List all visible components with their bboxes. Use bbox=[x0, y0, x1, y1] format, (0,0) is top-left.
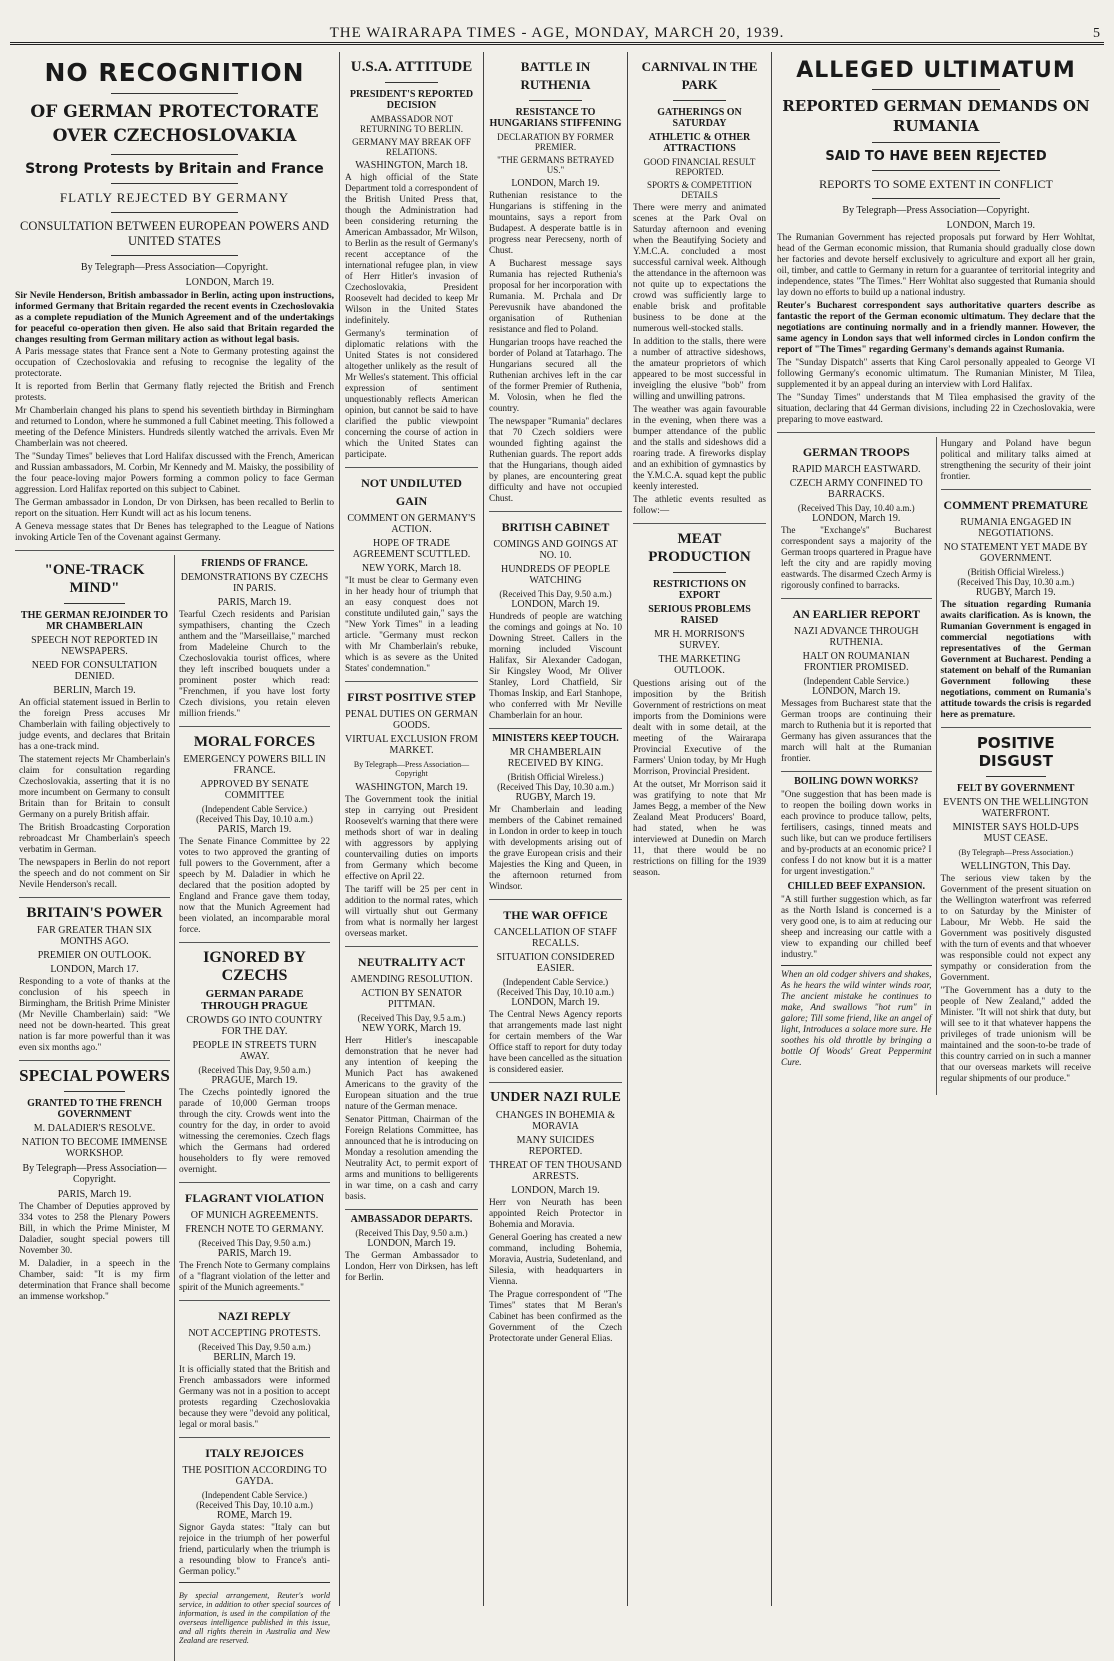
paragraph: The German ambassador in London, Dr von Dirksen, has been recalled to Berlin to report on the situation. Herr Kundt will act as his locum tenens. bbox=[15, 498, 334, 519]
story-ministers-keep-touch bbox=[489, 733, 622, 900]
story-ignored-by-czechs bbox=[179, 949, 330, 1183]
paragraph: M. Daladier, in a speech in the Chamber, said: "It is my firm determination that France shall become an immense workshop." bbox=[19, 1259, 170, 1302]
subcolumn-2 bbox=[175, 555, 334, 1661]
paragraph: Hungary and Poland have begun political and military talks aimed at strengthening the security of their joint frontier. bbox=[940, 439, 1091, 482]
right-subcolumns bbox=[777, 437, 1095, 1095]
source: (Independent Cable Service.) bbox=[201, 1490, 308, 1500]
paragraph: Herr von Neurath has been appointed Reich Protector in Bohemia and Moravia. bbox=[489, 1198, 622, 1230]
story-not-undiluted-gain bbox=[345, 474, 478, 682]
dateline: NEW YORK, March 18. bbox=[361, 563, 462, 574]
received: (Received This Day, 10.10 a.m.) bbox=[497, 987, 614, 997]
deck: COMINGS AND GOINGS AT NO. 10. bbox=[493, 539, 618, 561]
headline-ministers-keep-touch: MINISTERS KEEP TOUCH. bbox=[492, 733, 619, 744]
story-under-nazi-rule bbox=[489, 1089, 622, 1351]
deck: CZECH ARMY CONFINED TO BARRACKS. bbox=[789, 478, 923, 500]
paragraph: The Prague correspondent of "The Times" states that M Beran's Cabinet has been confirmed as the Government of the Czech Protectorate under General Elias. bbox=[489, 1290, 622, 1344]
paragraph: A Geneva message states that Dr Benes has telegraphed to the League of Nations invoking Article Ten of the Covenant against Germany. bbox=[15, 522, 334, 543]
headline-no-recognition: NO RECOGNITION bbox=[44, 58, 305, 87]
dateline: LONDON, March 17. bbox=[50, 964, 139, 975]
column-group-left bbox=[10, 52, 340, 1645]
paragraph: The French Note to Germany complains of a "flagrant violation of the letter and spirit of the Munich agreements." bbox=[179, 1261, 330, 1293]
deck: OF MUNICH AGREEMENTS. bbox=[190, 1210, 319, 1221]
paragraph: The German Ambassador to London, Herr von Dirksen, has left for Berlin. bbox=[345, 1251, 478, 1283]
paragraph: Questions arising out of the imposition by the British Government of restrictions on meat imports from the Dominions were dealt with in some detail, at the meeting of the Wairarapa Provincial Executive of the Farmers' Union today, by Mr Hugh Morrison, Provincial President. bbox=[633, 679, 766, 777]
headline-usa-attitude: U.S.A. ATTITUDE bbox=[350, 59, 473, 75]
column-usa bbox=[340, 52, 484, 1606]
dateline: LONDON, March 19. bbox=[511, 997, 600, 1008]
deck: VIRTUAL EXCLUSION FROM MARKET. bbox=[345, 734, 478, 756]
source: (Independent Cable Service.) bbox=[502, 977, 609, 987]
deck: AMBASSADOR NOT RETURNING TO BERLIN. bbox=[360, 114, 463, 134]
deck: "THE GERMANS BETRAYED US." bbox=[497, 155, 614, 175]
dateline: WASHINGTON, March 18. bbox=[355, 160, 468, 171]
story-battle-in-ruthenia bbox=[489, 58, 622, 512]
deck: THE MARKETING OUTLOOK. bbox=[658, 654, 741, 676]
headline-under-nazi-rule: UNDER NAZI RULE bbox=[490, 1090, 621, 1105]
deck: NOT ACCEPTING PROTESTS. bbox=[188, 1328, 321, 1339]
left-subcolumns bbox=[15, 555, 334, 1661]
source: (British Official Wireless.) bbox=[507, 772, 604, 782]
subhead-chilled-beef: CHILLED BEEF EXPANSION. bbox=[787, 881, 926, 892]
dateline: LONDON, March 19. bbox=[946, 220, 1035, 231]
paragraph: The serious view taken by the Government of the present situation on the Wellington waterfront was referred to on Saturday by the Minister of Labour, Mr Webb. He said the Government was positively disgusted with the turn of events and that whoever was responsible could not expect any sympathy or consideration from the Government. bbox=[940, 874, 1091, 983]
headline-earlier-report: AN EARLIER REPORT bbox=[792, 607, 921, 621]
story-earlier-report bbox=[781, 605, 932, 772]
paragraph: Hungarian troops have reached the border of Poland at Tatarhago. The Hungarians secured all the Ruthenian archives left in the car of the former Premier of Ruthenia, M. Volosin, when he fled the country. bbox=[489, 338, 622, 414]
paragraph: The "Sunday Times" believes that Lord Halifax discussed with the French, American and Russian ambassadors, M. Corbin, Mr Kennedy and M. Maisky, the possibility of the four peace-loving major Powers forming a common policy to face German aggression. Lord Halifax reported on this subject to Cabinet. bbox=[15, 452, 334, 495]
deck: NO STATEMENT YET MADE BY GOVERNMENT. bbox=[943, 542, 1088, 564]
deck-rejected: SAID TO HAVE BEEN REJECTED bbox=[825, 149, 1047, 164]
deck: APPROVED BY SENATE COMMITTEE bbox=[200, 779, 309, 801]
paragraph: "The Government has a duty to the people of New Zealand," added the Minister. "It will not shirk that duty, but will see to it that whatever happens the privileges of trade unionism will be maintained and the soon-to-be trade of this country carried on in such a manner that our overseas markets will receive regular shipments of our produce." bbox=[940, 986, 1091, 1084]
headline-alleged-ultimatum: ALLEGED ULTIMATUM bbox=[796, 58, 1076, 83]
story-moral-forces bbox=[179, 733, 330, 943]
paragraph: The situation regarding Rumania awaits clarification. As is known, the Rumanian Government is engaged in commercial negotiations with representatives of the German Government at Bucharest. Pending a statement on behalf of the Rumanian Government following these negotiations, comment on Rumania's attitude towards the crisis is regarded here as premature. bbox=[940, 600, 1091, 720]
deck: AMENDING RESOLUTION. bbox=[350, 974, 473, 985]
byline: By Telegraph—Press Association—Copyright. bbox=[22, 1163, 167, 1185]
received: (Received This Day, 9.50 a.m.) bbox=[198, 1238, 311, 1248]
dateline: PARIS, March 19. bbox=[217, 824, 292, 835]
received: (Received This Day, 9.5 a.m.) bbox=[357, 1013, 466, 1023]
story-special-powers bbox=[19, 1067, 170, 1309]
paragraph: A Paris message states that France sent a Note to Germany protesting against the occupation of Czechoslovakia and refusing to recognise the legality of the protectorate. bbox=[15, 347, 334, 379]
deck: GOOD FINANCIAL RESULT REPORTED. bbox=[643, 157, 756, 177]
dateline: LONDON, March 19. bbox=[812, 513, 901, 524]
story-neutrality-act bbox=[345, 953, 478, 1210]
deck: SERIOUS PROBLEMS RAISED bbox=[648, 604, 751, 626]
paragraph: The "Sunday Dispatch" asserts that King Carol personally appealed to George VI following Germany's economic ultimatum. The Rumanian Minister, M Tilea, supplemented it by an appeal during an interview with Lord Halifax. bbox=[777, 358, 1095, 390]
deck: EVENTS ON THE WELLINGTON WATERFRONT. bbox=[943, 797, 1089, 819]
page-number: 5 bbox=[1093, 26, 1100, 41]
paragraph: The Chamber of Deputies approved by 334 votes to 258 the Plenary Powers Bill, in which the Prime Minister, M Daladier, sought special powers till November 30. bbox=[19, 1202, 170, 1256]
deck: NAZI ADVANCE THROUGH RUTHENIA. bbox=[793, 626, 919, 648]
dateline: LONDON, March 19. bbox=[511, 1185, 600, 1196]
subcolumn-1 bbox=[15, 555, 175, 1661]
dateline: BERLIN, March 19. bbox=[213, 1352, 296, 1363]
deck: SPEECH NOT REPORTED IN NEWSPAPERS. bbox=[31, 635, 158, 657]
dateline: WASHINGTON, March 19. bbox=[355, 782, 468, 793]
masthead-title: THE WAIRARAPA TIMES - AGE, MONDAY, MARCH 20, 1939. bbox=[329, 25, 785, 41]
deck: PENAL DUTIES ON GERMAN GOODS. bbox=[345, 709, 478, 731]
paragraph: The weather was again favourable in the evening, when there was a bumper attendance of the public and the stalls and sideshows did a roaring trade. A fireworks display and an exhibition of gymnastics by the Y.M.C.A. squad kept the public keenly interested. bbox=[633, 405, 766, 492]
paragraph: The British Broadcasting Corporation rebroadcast Mr Chamberlain's speech verbatim in German. bbox=[19, 823, 170, 855]
headline-german-protectorate: OF GERMAN PROTECTORATE OVER CZECHOSLOVAKIA bbox=[30, 102, 319, 146]
dateline: PARIS, March 19. bbox=[217, 1248, 292, 1259]
dateline: PRAGUE, March 19. bbox=[211, 1075, 298, 1086]
received: (Received This Day, 10.10 a.m.) bbox=[196, 1500, 313, 1510]
received: (Received This Day, 9.50 a.m.) bbox=[499, 589, 612, 599]
deck: RESISTANCE TO HUNGARIANS STIFFENING bbox=[489, 107, 622, 129]
story-meat-production bbox=[633, 530, 766, 885]
deck: GRANTED TO THE FRENCH GOVERNMENT bbox=[27, 1098, 162, 1120]
paragraph: Hundreds of people are watching the comings and goings at No. 10 Downing Street. Callers in the morning included Viscount Halifax, Sir Alexander Cadogan, Sir Kingsley Wood, Mr Oliver Stanley, Lord Chatfield, Sir Thomas Inskip, and Earl Stanhope, who conferred with Mr Neville Chamberlain for an hour. bbox=[489, 612, 622, 721]
column-group-right bbox=[772, 52, 1100, 1606]
paragraph: General Goering has created a new command, including Bohemia, Moravia, Austria, Sudetenland, and Silesia, with headquarters in Vienna. bbox=[489, 1233, 622, 1287]
paragraph: It is officially stated that the British and French ambassadors were informed Germany was not in a position to accept protests regarding Czechoslovakia because they were "devoid any political, legal or moral basis." bbox=[179, 1365, 330, 1430]
deck: MINISTER SAYS HOLD-UPS MUST CEASE. bbox=[952, 822, 1079, 844]
dateline: LONDON, March 19. bbox=[367, 1238, 456, 1249]
deck: FRENCH NOTE TO GERMANY. bbox=[185, 1224, 324, 1235]
headline-britains-power: BRITAIN'S POWER bbox=[26, 905, 163, 921]
subhead-boiling: BOILING DOWN WORKS? bbox=[794, 776, 919, 787]
headline-ignored-by-czechs: IGNORED BY CZECHS bbox=[203, 949, 306, 984]
deck: RUMANIA ENGAGED IN NEGOTIATIONS. bbox=[960, 517, 1072, 539]
headline-comment-premature: COMMENT PREMATURE bbox=[943, 498, 1089, 512]
deck-reported-demands: REPORTED GERMAN DEMANDS ON RUMANIA bbox=[782, 97, 1090, 135]
deck: ACTION BY SENATOR PITTMAN. bbox=[360, 988, 463, 1010]
paragraph: Reuter's Bucharest correspondent says authoritative quarters describe as fantastic the report of the German economic ultimatum. They declare that the negotiations are continuing normally and in a friendly manner. However, the same agency in London says that well informed circles in London confirm the report of "The Times" regarding Germany's demands against Rumania. bbox=[777, 301, 1095, 355]
headline-strong-protests: Strong Protests by Britain and France bbox=[25, 161, 324, 177]
deck: HALT ON ROUMANIAN FRONTIER PROMISED. bbox=[802, 651, 910, 673]
deck: GERMAN PARADE THROUGH PRAGUE bbox=[201, 988, 308, 1012]
masthead bbox=[10, 6, 1104, 45]
deck: HOPE OF TRADE AGREEMENT SCUTTLED. bbox=[352, 538, 471, 560]
headline-battle-in-ruthenia: BATTLE IN RUTHENIA bbox=[520, 59, 591, 92]
story-britains-power bbox=[19, 904, 170, 1061]
deck: RESTRICTIONS ON EXPORT bbox=[652, 579, 747, 601]
story-british-cabinet bbox=[489, 518, 622, 729]
story-friends-of-france bbox=[179, 558, 330, 727]
paragraph: Mr Chamberlain and leading members of the Cabinet remained in London in order to keep in touch with developments arising out of the grave European crisis and their Majesties the King and Queen, in the afternoon returned from Windsor. bbox=[489, 805, 622, 892]
paragraph: There were merry and animated scenes at the Park Oval on Saturday afternoon and evening when the Beautifying Society and Y.M.C.A. concluded a most successful carnival week. Although the attendance in the afternoon was not quite up to expectations the crowd was sufficiently large to enable brisk and profitable business to be done at the numerous well-stocked stalls. bbox=[633, 203, 766, 334]
paragraph: At the outset, Mr Morrison said it was gratifying to note that Mr James Begg, a member of the New Zealand Meat Producers' Board, had stated, when he was interviewed at Dunedin on March 11, that there would be no restrictions on filling for the 1939 season. bbox=[633, 780, 766, 878]
dateline: RUGBY, March 19. bbox=[975, 587, 1056, 598]
paragraph: Senator Pittman, Chairman of the Foreign Relations Committee, has announced that he is introducing on Monday a resolution amending the Neutrality Act, to permit export of arms and munitions to belligerents in war time, on a cash and carry basis. bbox=[345, 1115, 478, 1202]
source: (British Official Wireless.) bbox=[967, 567, 1064, 577]
deck: MR CHAMBERLAIN RECEIVED BY KING. bbox=[507, 747, 604, 769]
paragraph: A high official of the State Department told a correspondent of the British United Press that, though the Administration had been considering returning the American Ambassador, Mr Wilson, to Berlin as the result of Germany's recent acceptance of the international refugee plan, in view of Herr Hitler's invasion of Czechoslovakia, President Roosevelt had decided to keep Mr Wilson in the United States indefinitely. bbox=[345, 173, 478, 326]
headline-first-positive-step: FIRST POSITIVE STEP bbox=[347, 690, 476, 704]
dateline: LONDON, March 19. bbox=[185, 277, 274, 288]
subcolumn-3 bbox=[777, 437, 937, 1095]
headline-flagrant-violation: FLAGRANT VIOLATION bbox=[184, 1191, 325, 1205]
deck: COMMENT ON GERMANY'S ACTION. bbox=[347, 513, 476, 535]
byline: (By Telegraph—Press Association.) bbox=[958, 848, 1074, 857]
headline-one-track-mind: "ONE-TRACK MIND" bbox=[44, 562, 145, 596]
dateline: BERLIN, March 19. bbox=[53, 685, 136, 696]
headline-not-undiluted-gain: NOT UNDILUTED GAIN bbox=[361, 476, 462, 508]
deck: THE GERMAN REJOINDER TO MR CHAMBERLAIN bbox=[20, 610, 169, 632]
dateline: NEW YORK, March 19. bbox=[361, 1023, 462, 1034]
paragraph: The Government took the initial step in carrying out President Roosevelt's warning that there were methods short of war in dealing with aggressors by applying countervailing duties on imports from Germany which become effective on April 22. bbox=[345, 795, 478, 882]
paragraph: A Bucharest message says Rumania has rejected Ruthenia's proposal for her incorporation with Rumania. M. Prchala and Dr Perevusnik have abandoned the organisation of Ruthenian resistance and fled to Poland. bbox=[489, 259, 622, 335]
deck: GATHERINGS ON SATURDAY bbox=[657, 107, 742, 129]
paragraph: In addition to the stalls, there were a number of attractive sideshows, the amateur proprietors of which appeared to be most successful in inveigling the elusive "bob" from willing and unwilling patrons. bbox=[633, 337, 766, 402]
deck: NEED FOR CONSULTATION DENIED. bbox=[31, 660, 158, 682]
deck: SPORTS & COMPETITION DETAILS bbox=[647, 180, 752, 200]
paragraph: It is reported from Berlin that Germany flatly rejected the British and French protests. bbox=[15, 382, 334, 403]
paragraph: An official statement issued in Berlin to the foreign Press accuses Mr Chamberlain with failing objectively to judge events, and declares that Britain has a one-track mind. bbox=[19, 698, 170, 752]
headline-carnival: CARNIVAL IN THE PARK bbox=[641, 59, 758, 92]
deck-conflict: REPORTS TO SOME EXTENT IN CONFLICT bbox=[819, 177, 1053, 191]
story-alleged-ultimatum bbox=[777, 58, 1095, 433]
footnote: By special arrangement, Reuter's world service, in addition to other special sources of information, is used in the compilation of the overseas intelligence published in this issue, and all rights therein in Australia and New Zealand are reserved. bbox=[179, 1591, 330, 1645]
deck: PREMIER ON OUTLOOK. bbox=[37, 950, 152, 961]
paragraph: The statement rejects Mr Chamberlain's claim for consultation regarding Czechoslovakia, asserting that it is no more incumbent on Germany to consult Britain than for Britain to consult Germany on a purely British affair. bbox=[19, 755, 170, 820]
deck: FAR GREATER THAN SIX MONTHS AGO. bbox=[37, 925, 152, 947]
story-usa-attitude bbox=[345, 58, 478, 468]
story-ambassador-departs bbox=[345, 1214, 478, 1290]
paragraph: Sir Nevile Henderson, British ambassador in Berlin, acting upon instructions, informed Germany that Britain regarded the recent events in Czechoslovakia as a complete repudiation of the Munich Agreement and of the undertakings for peaceful co-operation then given. He also said that Britain regarded the changes resulting from German military action as without legal basis. bbox=[15, 290, 334, 345]
deck: CANCELLATION OF STAFF RECALLS. bbox=[493, 927, 618, 949]
dateline: RUGBY, March 19. bbox=[515, 792, 596, 803]
deck: M. DALADIER'S RESOLVE. bbox=[33, 1123, 156, 1134]
story-italy-rejoices bbox=[179, 1444, 330, 1657]
deck: PEOPLE IN STREETS TURN AWAY. bbox=[192, 1040, 317, 1062]
paragraph: Herr Hitler's inescapable demonstration that he never had any intention of keeping the Munich Pact has awakened Americans to the gravity of the European situation and the true nature of the German menace. bbox=[345, 1036, 478, 1112]
deck: EMERGENCY POWERS BILL IN FRANCE. bbox=[183, 754, 326, 776]
paragraph: Mr Chamberlain changed his plans to spend his seventieth birthday in Birmingham and returned to London, where he summoned a full Cabinet meeting. This followed a meeting of the Defence Ministers. Hundreds silently watched the arrivals. Even Mr Chamberlain was not cheered. bbox=[15, 406, 334, 449]
paragraph: The Rumanian Government has rejected proposals put forward by Herr Wohltat, head of the German economic mission, that Rumania should gradually close down her factories and devote herself exclusively to agriculture and export all her grain, oil, timber, and cattle to Germany in return for a guarantee of territorial integrity and independence, states "The Times." Herr Wohltat also suggested that Rumania should lay down no efforts to build up a national industry. bbox=[777, 233, 1095, 298]
story-flagrant-violation bbox=[179, 1189, 330, 1301]
paragraph: "One suggestion that has been made is to reopen the boiling down works in each province to produce tallow, pelts, fertilisers, casings, tinned meats and such like, but can we produce fertilisers and by-products at an economic price? I confess I do not know but it is a matter for urgent investigation." bbox=[781, 790, 932, 877]
deck: MANY SUICIDES REPORTED. bbox=[516, 1135, 595, 1157]
paragraph: Messages from Bucharest state that the German troops are continuing their march to Ruthenia but it is reported that Germany has given assurances that the march will halt at the Rumanian frontier. bbox=[781, 699, 932, 764]
dateline: ROME, March 19. bbox=[217, 1510, 292, 1521]
deck: PRESIDENT'S REPORTED DECISION bbox=[349, 89, 474, 111]
received: (Received This Day, 10.30 a.m.) bbox=[957, 577, 1075, 587]
story-earlier-report-cont bbox=[941, 439, 1092, 490]
column-carnival bbox=[628, 52, 772, 1606]
deck: FELT BY GOVERNMENT bbox=[957, 783, 1075, 794]
source: (Independent Cable Service.) bbox=[201, 804, 308, 814]
paragraph: The tariff will be 25 per cent in addition to the normal rates, which will virtually shut out Germany from what is normally her largest overseas market. bbox=[345, 885, 478, 939]
deck: NATION TO BECOME IMMENSE WORKSHOP. bbox=[21, 1137, 168, 1159]
dateline: PARIS, March 19. bbox=[57, 1189, 132, 1200]
received: (Received This Day, 10.30 a.m.) bbox=[497, 782, 614, 792]
paragraph: Ruthenian resistance to the Hungarians is stiffening in the mountains, says a report from Budapest. A desperate battle is in progress near Perecseny, north of Chust. bbox=[489, 191, 622, 256]
received: (Received This Day, 9.50 a.m.) bbox=[198, 1342, 311, 1352]
story-positive-disgust bbox=[941, 734, 1092, 1091]
received: (Received This Day, 9.50 a.m.) bbox=[355, 1228, 468, 1238]
received: (Received This Day, 10.10 a.m.) bbox=[196, 814, 313, 824]
byline: By Telegraph—Press Association—Copyright bbox=[353, 760, 470, 778]
deck: CHANGES IN BOHEMIA & MORAVIA bbox=[495, 1110, 616, 1132]
source: (Independent Cable Service.) bbox=[803, 676, 909, 686]
story-carnival-in-the-park bbox=[633, 58, 766, 524]
story-comment-premature bbox=[941, 496, 1092, 728]
byline: By Telegraph—Press Association—Copyright. bbox=[842, 205, 1030, 216]
paragraph: The newspaper "Rumania" declares that 70 Czech soldiers were wounded fighting against the Ruthenian guards. The report adds that the Hungarians, though aided by planes, are encountering great difficulty and have not occupied Chust. bbox=[489, 417, 622, 504]
headline-neutrality-act: NEUTRALITY ACT bbox=[357, 955, 466, 969]
story-no-recognition bbox=[15, 58, 334, 551]
paragraph: The Czechs pointedly ignored the parade of 10,000 German troops through the city. Crowds went into the country for the day, in order to avoid witnessing the ceremonies. Czech flags which the Germans had ordered householders to fly were removed overnight. bbox=[179, 1088, 330, 1175]
story-one-track-mind bbox=[19, 561, 170, 898]
deck: HUNDREDS OF PEOPLE WATCHING bbox=[501, 564, 610, 586]
dateline: PARIS, March 19. bbox=[217, 597, 292, 608]
paragraph: The Central News Agency reports that arrangements made last night for certain members of the War Office staff to report for duty today have been cancelled as the situation is considered easier. bbox=[489, 1010, 622, 1075]
headline-nazi-reply: NAZI REPLY bbox=[218, 1309, 291, 1323]
story-war-office bbox=[489, 906, 622, 1083]
paragraph: The newspapers in Berlin do not report the speech and do not comment on Sir Nevile Henderson's recall. bbox=[19, 858, 170, 890]
deck: GERMANY MAY BREAK OFF RELATIONS. bbox=[352, 137, 471, 157]
deck-flatly-rejected: FLATLY REJECTED BY GERMANY bbox=[59, 190, 290, 205]
paragraph: The "Exchange's" Bucharest correspondent says a majority of the German troops quartered in Prague have left the city and are rapidly moving eastwards. The disarmed Czech Army is rigorously confined to barracks. bbox=[781, 526, 932, 591]
deck: THREAT OF TEN THOUSAND ARRESTS. bbox=[489, 1160, 622, 1182]
story-nazi-reply bbox=[179, 1307, 330, 1438]
paragraph: The athletic events resulted as follow:— bbox=[633, 495, 766, 516]
paragraph: The Senate Finance Committee by 22 votes to two approved the granting of full powers to the Government, after a speech by M. Daladier in which he declared that the position adopted by England and France gave them today, now that the Munich Agreement had been violated, an incomparable moral force. bbox=[179, 837, 330, 935]
paragraph: "It must be clear to Germany even in her heady hour of triumph that an easy conquest does not constitute undiluted gain," says the "New York Times" in a leading article. "Germany must reckon with Mr Chamberlain's rebuke, which is as severe as the United States' condemnation." bbox=[345, 576, 478, 674]
received: (Received This Day, 10.40 a.m.) bbox=[797, 503, 915, 513]
headline-special-powers: SPECIAL POWERS bbox=[19, 1066, 170, 1085]
deck-consultation: CONSULTATION BETWEEN EUROPEAN POWERS AND UNITED STATES bbox=[20, 219, 329, 248]
deck: DECLARATION BY FORMER PREMIER. bbox=[497, 132, 614, 152]
dateline: LONDON, March 19. bbox=[511, 599, 600, 610]
deck: SITUATION CONSIDERED EASIER. bbox=[496, 952, 615, 974]
deck: ATHLETIC & OTHER ATTRACTIONS bbox=[648, 132, 751, 154]
paragraph: Germany's termination of diplomatic relations with the United States is not considered altogether unlikely as the result of Mr Welles's statement. This official expression of sentiment unquestionably reflects American opinion, but cannot be said to have clarified the public viewpoint concerning the course of action in which the United States can participate. bbox=[345, 329, 478, 460]
advert-verse: When an old codger shivers and shakes, As he hears the wild winter winds roar, The ancient mistake he continues to make, And swallows "hot rum" in galore; Till some friend, like an angel of light, Introduces a solace more sure. He soothes his old throttle by bringing a bottle Of Woods' Great Peppermint Cure. bbox=[781, 970, 932, 1068]
column-ruthenia bbox=[484, 52, 628, 1606]
story-first-positive-step bbox=[345, 688, 478, 947]
headline-meat-production: MEAT PRODUCTION bbox=[648, 531, 751, 565]
headline-italy-rejoices: ITALY REJOICES bbox=[205, 1446, 304, 1460]
byline: By Telegraph—Press Association—Copyright. bbox=[80, 262, 269, 273]
paragraph: Responding to a vote of thanks at the conclusion of his speech in Birmingham, the British Prime Minister (Mr Neville Chamberlain) said: "We need not be down-hearted. This great nation is far more powerful than it was even six months ago." bbox=[19, 977, 170, 1053]
headline-british-cabinet: BRITISH CABINET bbox=[501, 520, 610, 534]
deck: RAPID MARCH EASTWARD. bbox=[791, 464, 921, 475]
deck: MR H. MORRISON'S SURVEY. bbox=[654, 629, 745, 651]
headline-war-office: THE WAR OFFICE bbox=[503, 908, 608, 922]
subcolumn-4 bbox=[937, 437, 1096, 1095]
headline-friends-of-france: FRIENDS OF FRANCE. bbox=[201, 558, 308, 569]
paragraph: Tearful Czech residents and Parisian sympathisers, chanting the Czech anthem and the "Marseillaise," marched from Madeleine Church to the Czechoslovakia tourist offices, where they left inscribed bouquets under a prominent poster which read: "Frenchmen, if you have lost forty Czech divisions, you retain eleven million friends." bbox=[179, 610, 330, 719]
headline-positive-disgust: POSITIVE DISGUST bbox=[976, 734, 1055, 770]
headline-german-troops: GERMAN TROOPS bbox=[802, 445, 910, 459]
dateline: LONDON, March 19. bbox=[511, 178, 600, 189]
paragraph: "A still further suggestion which, as far as the North Island is concerned is a very good one, is to aim at reducing our sheep and increasing our cattle with a view to expanding our chilled beef industry." bbox=[781, 895, 932, 960]
dateline: WELLINGTON, This Day. bbox=[960, 861, 1071, 872]
story-german-troops bbox=[781, 443, 932, 599]
dateline: LONDON, March 19. bbox=[812, 686, 901, 697]
received: (Received This Day, 9.50 a.m.) bbox=[198, 1065, 311, 1075]
newspaper-page bbox=[10, 6, 1104, 1645]
headline-ambassador-departs: AMBASSADOR DEPARTS. bbox=[350, 1214, 473, 1225]
deck: CROWDS GO INTO COUNTRY FOR THE DAY. bbox=[186, 1015, 323, 1037]
story-boiling-down-works bbox=[781, 776, 932, 1075]
deck: THE POSITION ACCORDING TO GAYDA. bbox=[182, 1465, 327, 1487]
paragraph: The "Sunday Times" understands that M Tilea emphasised the gravity of the situation, declaring that 44 German divisions, including 22 in Czechoslovakia, were preparing to move eastward. bbox=[777, 393, 1095, 425]
deck: DEMONSTRATIONS BY CZECHS IN PARIS. bbox=[180, 572, 329, 594]
paragraph: Signor Gayda states: "Italy can but rejoice in the triumph of her powerful friend, particularly when the triumph is a resounding blow to France's anti-German policy." bbox=[179, 1523, 330, 1577]
headline-moral-forces: MORAL FORCES bbox=[193, 734, 316, 750]
